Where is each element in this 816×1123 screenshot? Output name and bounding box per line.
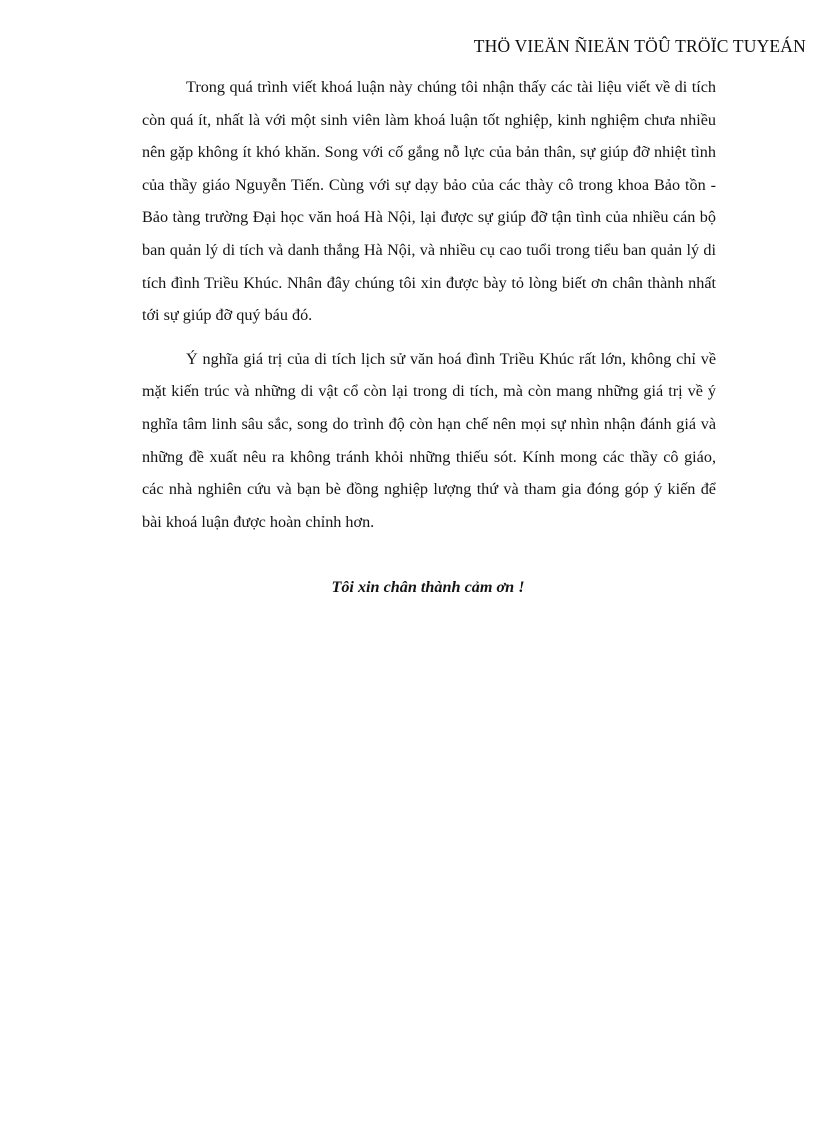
- page-header: THÖ VIEÄN ÑIEÄN TÖÛ TRÖÏC TUYEÁN: [473, 36, 806, 56]
- body-text: [142, 71, 716, 538]
- paragraph-acknowledgement: Trong quá trình viết khoá luận này chúng tôi nhận thấy các tài liệu viết về di tích còn quá ít, nhất là với một sinh viên làm khoá luận tốt nghiệp, kinh nghiệm chưa nhiều nên gặp không ít khó khăn. Song với cố gắng nỗ lực của bản thân, sự giúp đỡ nhiệt tình của thầy giáo Nguyễn Tiến. Cùng với sự dạy bảo của các thày cô trong khoa Bảo tồn - Bảo tàng trường Đại học văn hoá Hà Nội, lại được sự giúp đỡ tận tình của nhiều cán bộ ban quản lý di tích và danh thắng Hà Nội, và nhiều cụ cao tuổi trong tiểu ban quản lý di tích đình Triều Khúc. Nhân đây chúng tôi xin được bày tỏ lòng biết ơn chân thành nhất tới sự giúp đỡ quý báu đó.: [142, 78, 716, 325]
- paragraph-significance: Ý nghĩa giá trị của di tích lịch sử văn hoá đình Triều Khúc rất lớn, không chỉ về mặt kiến trúc và những di vật cổ còn lại trong di tích, mà còn mang những giá trị về ý nghĩa tâm linh sâu sắc, song do trình độ còn hạn chế nên mọi sự nhìn nhận đánh giá và những đề xuất nêu ra không tránh khỏi những thiếu sót. Kính mong các thầy cô giáo, các nhà nghiên cứu và bạn bè đồng nghiệp lượng thứ và tham gia đóng góp ý kiến để bài khoá luận được hoàn chỉnh hơn.: [142, 349, 716, 531]
- closing-thanks: Tôi xin chân thành cảm ơn !: [331, 578, 525, 596]
